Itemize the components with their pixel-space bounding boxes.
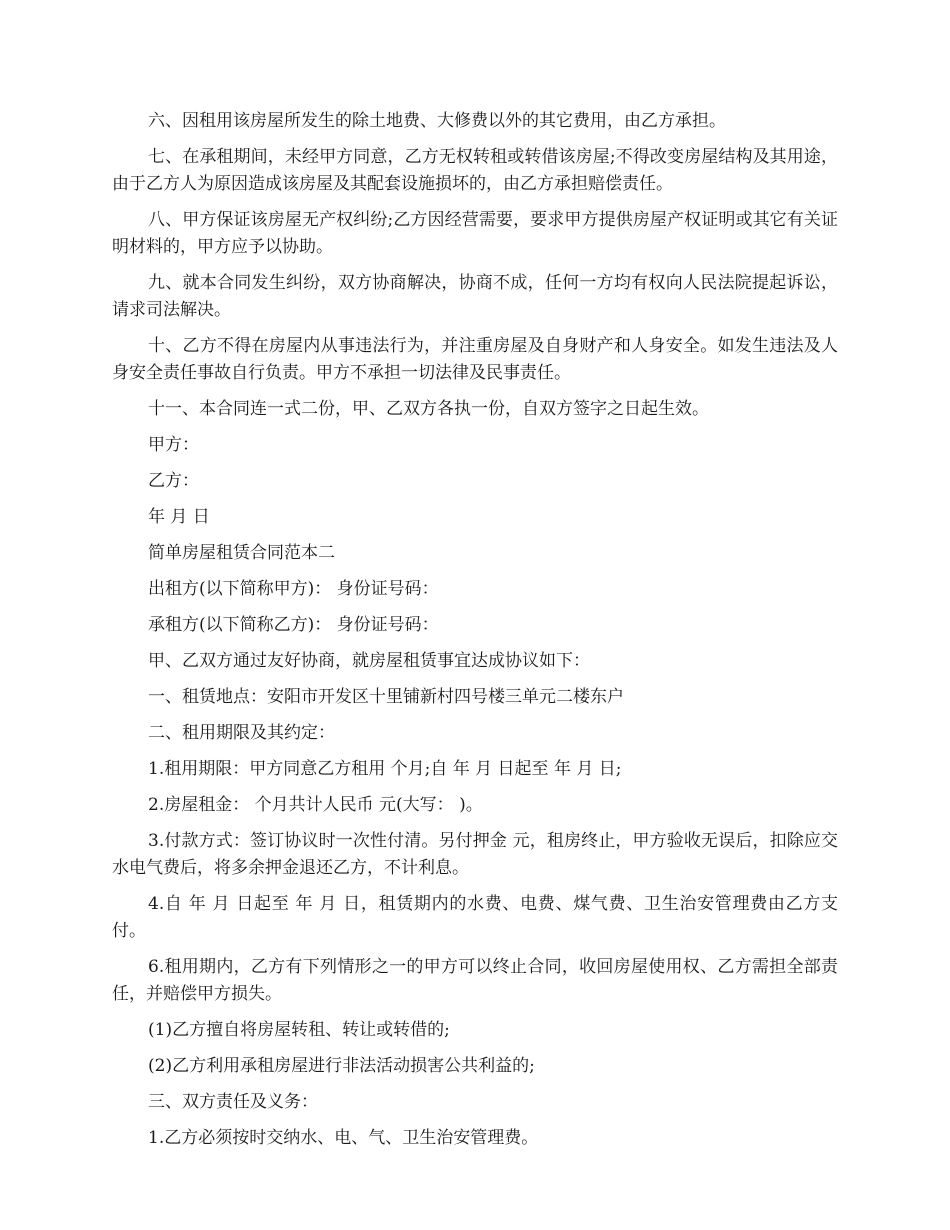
party-b-signature-line: 乙方： [148,471,199,491]
document-body [112,108,838,1161]
paragraph: 十一、本合同连一式二份，甲、乙双方各执一份，自双方签字之日起生效。 [148,399,709,419]
paragraph: 6.租用期内，乙方有下列情形之一的甲方可以终止合同，收回房屋使用权、乙方需担全部责任，并赔偿甲方损失。 [112,957,838,1004]
paragraph: 三、双方责任及义务： [148,1092,318,1112]
date-line: 年 月 日 [148,507,210,527]
paragraph: 甲、乙双方通过友好协商，就房屋租赁事宜达成协议如下： [148,651,590,671]
paragraph: 一、租赁地点：安阳市开发区十里铺新村四号楼三单元二楼东户 [148,687,624,707]
paragraph: 1.租用期限：甲方同意乙方租用 个月;自 年 月 日起至 年 月 日; [148,759,622,779]
paragraph: 3.付款方式：签订协议时一次性付清。另付押金 元，租房终止，甲方验收无误后，扣除应交水电气费后，将多余押金退还乙方，不计利息。 [112,831,838,878]
paragraph: (2)乙方利用承租房屋进行非法活动损害公共利益的; [148,1056,535,1076]
paragraph: 六、因租用该房屋所发生的除土地费、大修费以外的其它费用，由乙方承担。 [148,111,726,131]
paragraph: 1.乙方必须按时交纳水、电、气、卫生治安管理费。 [148,1128,539,1148]
lessor-line: 出租方(以下简称甲方)： 身份证号码： [148,579,439,599]
paragraph: 九、就本合同发生纠纷，双方协商解决，协商不成，任何一方均有权向人民法院提起诉讼，请求司法解决。 [112,273,838,320]
paragraph: 2.房屋租金： 个月共计人民币 元(大写： )。 [148,795,483,815]
section-title: 简单房屋租赁合同范本二 [148,543,335,563]
paragraph: 4.自 年 月 日起至 年 月 日，租赁期内的水费、电费、煤气费、卫生治安管理费由乙方支付。 [112,894,838,941]
paragraph: 二、租用期限及其约定： [148,723,335,743]
lessee-line: 承租方(以下简称乙方)： 身份证号码： [148,615,439,635]
paragraph: 八、甲方保证该房屋无产权纠纷;乙方因经营需要，要求甲方提供房屋产权证明或其它有关证明材料的，甲方应予以协助。 [112,210,838,257]
paragraph: 十、乙方不得在房屋内从事违法行为，并注重房屋及自身财产和人身安全。如发生违法及人身安全责任事故自行负责。甲方不承担一切法律及民事责任。 [112,336,838,383]
party-a-signature-line: 甲方： [148,435,199,455]
paragraph: 七、在承租期间，未经甲方同意，乙方无权转租或转借该房屋;不得改变房屋结构及其用途，由于乙方人为原因造成该房屋及其配套设施损坏的，由乙方承担赔偿责任。 [112,147,838,194]
paragraph: (1)乙方擅自将房屋转租、转让或转借的; [148,1020,450,1040]
